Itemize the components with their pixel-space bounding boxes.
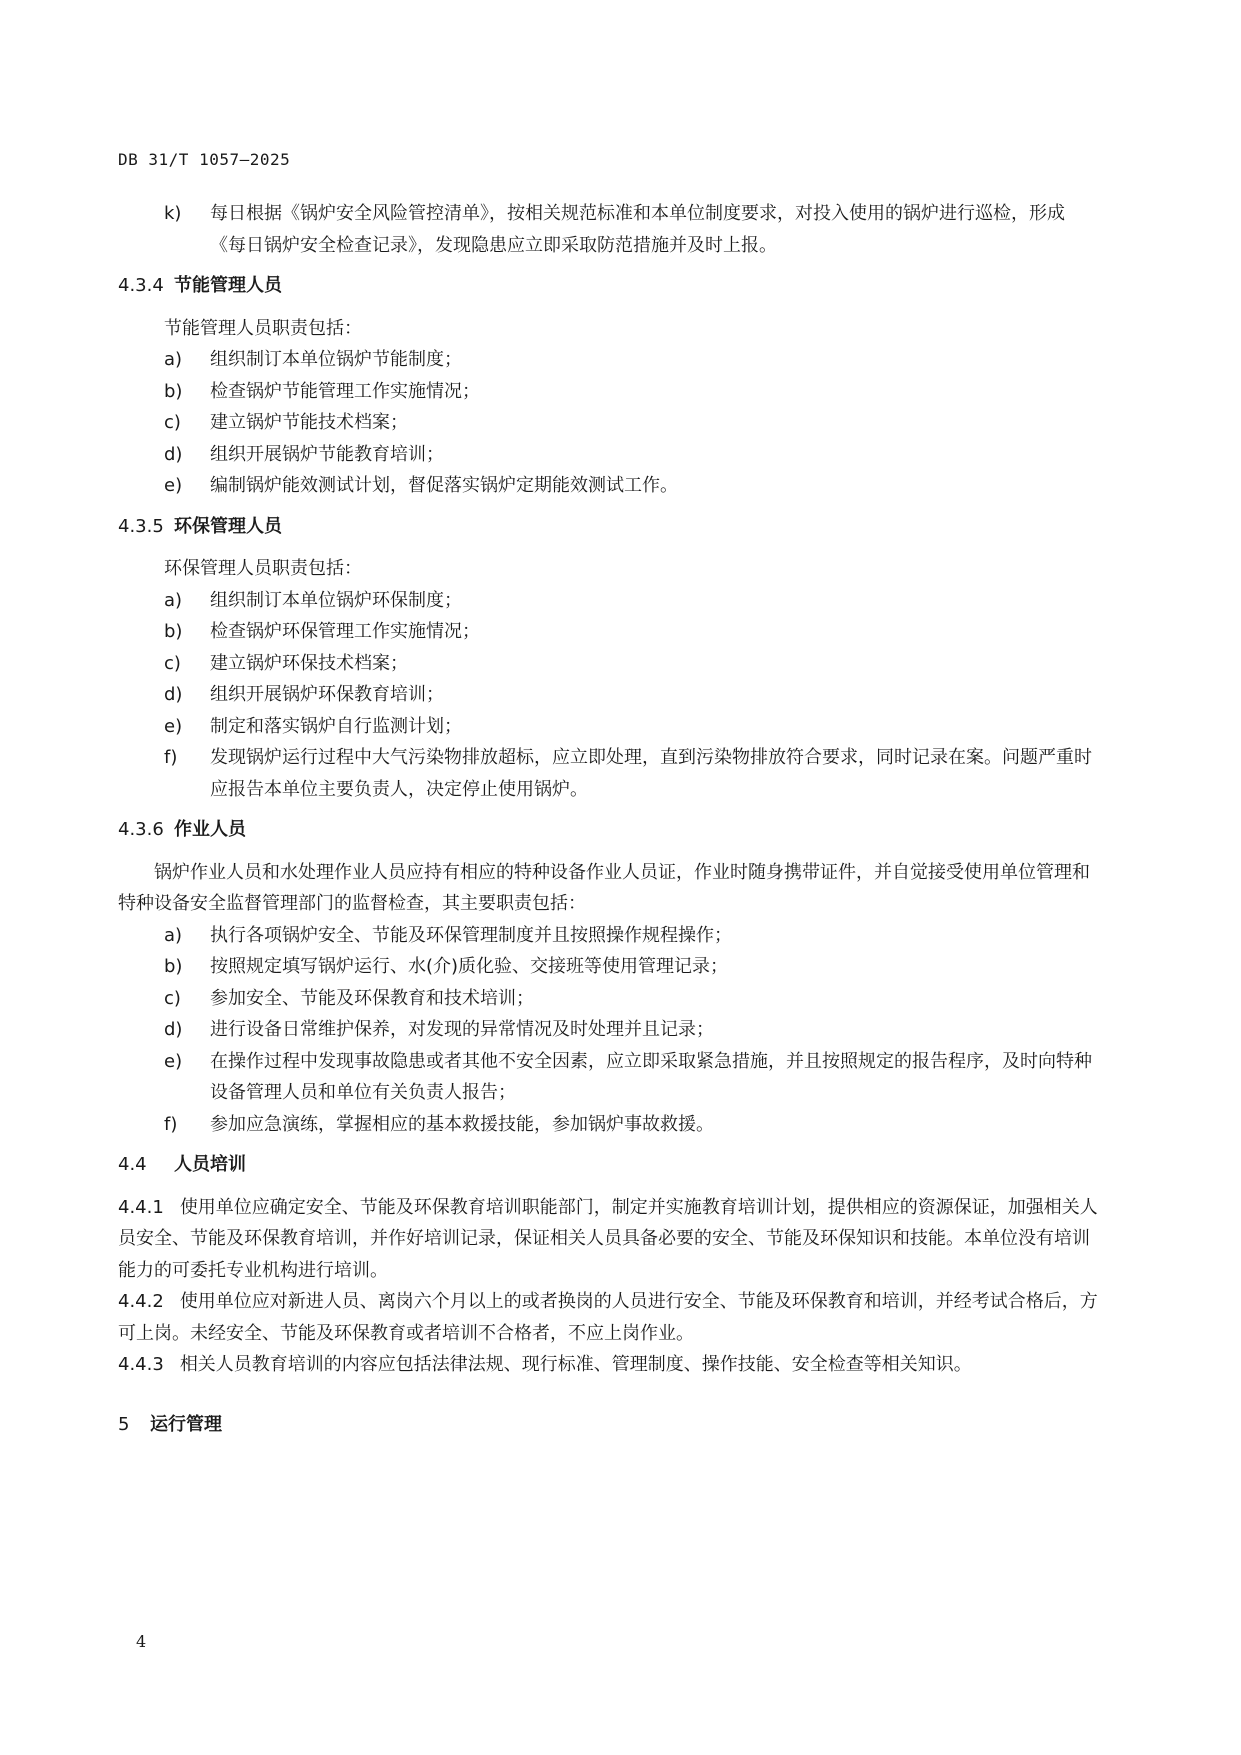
list-marker: f) (164, 747, 178, 768)
standard-code: DB 31/T 1057—2025 (118, 150, 291, 169)
list-text: 组织制订本单位锅炉节能制度； (210, 349, 462, 370)
heading-number: 4.3.6 (118, 819, 164, 840)
list-marker: a) (164, 349, 183, 370)
list-marker: e) (164, 1050, 183, 1072)
list-marker: d) (164, 1019, 183, 1040)
clause-4-4-1 (118, 1192, 1100, 1287)
list-marker: d) (164, 684, 183, 705)
list-item-k (118, 198, 1100, 261)
list-text: 进行设备日常维护保养，对发现的异常情况及时处理并且记录； (210, 1019, 714, 1040)
list-text: 检查锅炉节能管理工作实施情况； (210, 380, 480, 402)
clause-number: 4.4.3 (118, 1354, 164, 1375)
clause-4-4-2 (118, 1286, 1100, 1349)
list-text: 每日根据《锅炉安全风险管控清单》，按相关规范标准和本单位制度要求，对投入使用的锅炉进行巡检，形成《每日锅炉安全检查记录》，发现隐患应立即采取防范措施并及时上报。 (210, 203, 1065, 256)
list-marker: f) (164, 1113, 178, 1135)
clause-text: 使用单位应确定安全、节能及环保教育培训职能部门，制定并实施教育培训计划，提供相应的资源保证，加强相关人员安全、节能及环保教育培训，并作好培训记录，保证相关人员具备必要的安全、节能及环保知识和技能。本单位没有培训能力的可委托专业机构进行培训。 (118, 1196, 1098, 1281)
list-text: 按照规定填写锅炉运行、水(介)质化验、交接班等使用管理记录； (210, 956, 729, 977)
list-item (118, 585, 1100, 617)
list-item (118, 616, 1100, 648)
list-item (118, 920, 1100, 952)
list-item (118, 1109, 1100, 1141)
list-item (118, 470, 1100, 502)
heading-4-3-4 (118, 270, 1100, 302)
list-text: 在操作过程中发现事故隐患或者其他不安全因素，应立即采取紧急措施，并且按照规定的报告程序，及时向特种设备管理人员和单位有关负责人报告； (210, 1050, 1092, 1103)
list-text: 参加安全、节能及环保教育和技术培训； (210, 987, 534, 1009)
heading-4-3-6 (118, 814, 1100, 846)
list-marker: b) (164, 621, 183, 642)
page-content (118, 198, 1100, 1440)
section-intro: 环保管理人员职责包括： (164, 558, 362, 579)
list-marker: d) (164, 443, 183, 465)
heading-number: 4.4 (118, 1154, 147, 1175)
heading-title: 人员培训 (174, 1154, 246, 1175)
list-marker: e) (164, 715, 183, 737)
list-text: 组织制订本单位锅炉环保制度； (210, 589, 462, 611)
list-marker: k) (164, 203, 182, 224)
list-text: 制定和落实锅炉自行监测计划； (210, 715, 462, 737)
chapter-heading-5 (118, 1409, 1100, 1441)
list-text: 建立锅炉节能技术档案； (210, 412, 408, 433)
list-marker: a) (164, 924, 183, 946)
section-paragraph: 锅炉作业人员和水处理作业人员应持有相应的特种设备作业人员证，作业时随身携带证件，并自觉接受使用单位管理和特种设备安全监督管理部门的监督检查，其主要职责包括： (118, 861, 1090, 914)
list-text: 组织开展锅炉环保教育培训； (210, 684, 444, 705)
clause-number: 4.4.1 (118, 1196, 164, 1218)
heading-number: 4.3.5 (118, 515, 164, 537)
list-item (118, 407, 1100, 439)
list-item (118, 344, 1100, 376)
list-text: 检查锅炉环保管理工作实施情况； (210, 621, 480, 642)
heading-number: 4.3.4 (118, 275, 164, 296)
clause-4-4-3 (118, 1349, 1100, 1381)
list-marker: b) (164, 380, 183, 402)
list-item (118, 376, 1100, 408)
list-item (118, 742, 1100, 805)
list-marker: e) (164, 475, 183, 496)
list-item (118, 711, 1100, 743)
list-marker: c) (164, 652, 181, 674)
list-text: 执行各项锅炉安全、节能及环保管理制度并且按照操作规程操作； (210, 924, 732, 946)
section-intro: 节能管理人员职责包括： (164, 317, 362, 339)
list-item (118, 1046, 1100, 1109)
list-text: 参加应急演练，掌握相应的基本救援技能，参加锅炉事故救援。 (210, 1113, 714, 1135)
list-marker: b) (164, 956, 183, 977)
list-marker: c) (164, 987, 181, 1009)
page-number: 4 (136, 1632, 147, 1651)
list-text: 组织开展锅炉节能教育培训； (210, 443, 444, 465)
list-item (118, 648, 1100, 680)
list-item (118, 439, 1100, 471)
list-text: 发现锅炉运行过程中大气污染物排放超标，应立即处理，直到污染物排放符合要求，同时记录在案。问题严重时应报告本单位主要负责人，决定停止使用锅炉。 (210, 747, 1092, 800)
clause-text: 相关人员教育培训的内容应包括法律法规、现行标准、管理制度、操作技能、安全检查等相关知识。 (179, 1354, 972, 1375)
list-item (118, 679, 1100, 711)
list-item (118, 951, 1100, 983)
list-item (118, 983, 1100, 1015)
list-text: 建立锅炉环保技术档案； (210, 652, 408, 674)
clause-number: 4.4.2 (118, 1291, 164, 1312)
list-marker: a) (164, 589, 183, 611)
heading-title: 节能管理人员 (174, 275, 282, 296)
heading-4-4 (118, 1149, 1100, 1181)
heading-title: 作业人员 (174, 819, 246, 840)
chapter-title: 运行管理 (150, 1413, 222, 1435)
heading-title: 环保管理人员 (174, 515, 282, 537)
list-item (118, 1014, 1100, 1046)
heading-4-3-5 (118, 511, 1100, 543)
list-text: 编制锅炉能效测试计划，督促落实锅炉定期能效测试工作。 (210, 475, 678, 496)
list-marker: c) (164, 412, 181, 433)
clause-text: 使用单位应对新进人员、离岗六个月以上的或者换岗的人员进行安全、节能及环保教育和培训，并经考试合格后，方可上岗。未经安全、节能及环保教育或者培训不合格者，不应上岗作业。 (118, 1291, 1098, 1344)
chapter-number: 5 (118, 1413, 130, 1435)
